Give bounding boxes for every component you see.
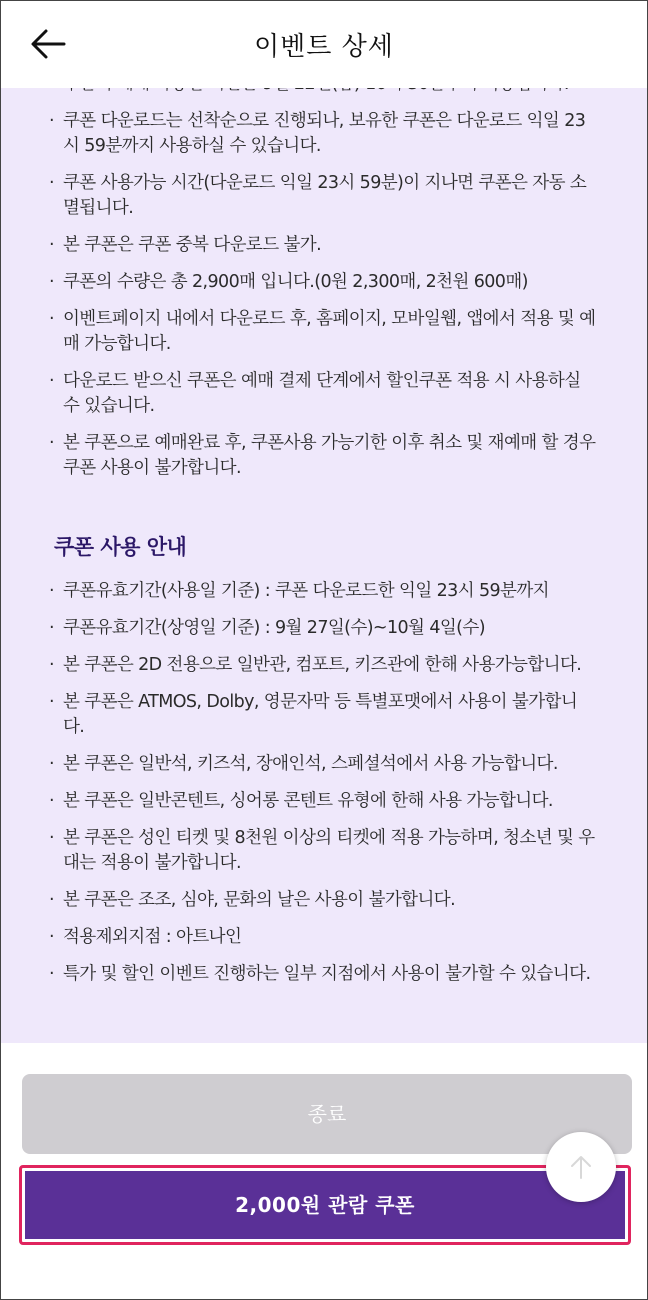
scroll-top-button[interactable] <box>546 1132 616 1202</box>
list-item: · 본 쿠폰은 쿠폰 중복 다운로드 불가. <box>51 233 597 258</box>
list-item: · 쿠폰의 수량은 총 2,900매 입니다.(0원 2,300매, 2천원 600매) <box>51 270 597 295</box>
event-detail-content[interactable] <box>1 88 647 1043</box>
coupon-button-highlight <box>19 1165 631 1245</box>
list-item: · 다운로드 받으신 쿠폰은 예매 결제 단계에서 할인쿠폰 적용 시 사용하실 수 있습니다. <box>51 369 597 419</box>
list-item: · 쿠폰유효기간(사용일 기준) : 쿠폰 다운로드한 익일 23시 59분까지 <box>51 579 597 604</box>
notice-list <box>1 72 647 481</box>
end-button[interactable]: 종료 <box>22 1074 632 1154</box>
app-header <box>0 0 648 88</box>
list-item: · 본 쿠폰은 일반석, 키즈석, 장애인석, 스페셜석에서 사용 가능합니다. <box>51 752 597 777</box>
coupon-download-button[interactable]: 2,000원 관람 쿠폰 <box>25 1171 625 1239</box>
arrow-up-icon <box>566 1152 596 1182</box>
list-item: · 본 쿠폰은 2D 전용으로 일반관, 컴포트, 키즈관에 한해 사용가능합니다. <box>51 653 597 678</box>
list-item: · 쿠폰 다운로드는 선착순으로 진행되나, 보유한 쿠폰은 다운로드 익일 23시 59분까지 사용하실 수 있습니다. <box>51 109 597 159</box>
list-item: · 이벤트페이지 내에서 다운로드 후, 홈페이지, 모바일웹, 앱에서 적용 및 예매 가능합니다. <box>51 307 597 357</box>
list-item: · 특가 및 할인 이벤트 진행하는 일부 지점에서 사용이 불가할 수 있습니다. <box>51 962 597 987</box>
coupon-usage-title: 쿠폰 사용 안내 <box>54 535 187 559</box>
list-item: · 본 쿠폰으로 예매완료 후, 쿠폰사용 가능기한 이후 취소 및 재예매 할 경우 쿠폰 사용이 불가합니다. <box>51 431 597 481</box>
page-title: 이벤트 상세 <box>254 32 394 62</box>
list-item: · 쿠폰유효기간(상영일 기준) : 9월 27일(수)~10월 4일(수) <box>51 616 597 641</box>
list-item: · 본 쿠폰은 일반콘텐트, 싱어롱 콘텐트 유형에 한해 사용 가능합니다. <box>51 789 597 814</box>
coupon-usage-list <box>1 579 647 987</box>
list-item: · 본 쿠폰은 조조, 심야, 문화의 날은 사용이 불가합니다. <box>51 888 597 913</box>
list-item: · 본 쿠폰은 ATMOS, Dolby, 영문자막 등 특별포맷에서 사용이 불가합니다. <box>51 690 597 740</box>
list-item: · 본 쿠폰은 성인 티켓 및 8천원 이상의 티켓에 적용 가능하며, 청소년 및 우대는 적용이 불가합니다. <box>51 826 597 876</box>
list-item: · 쿠폰 사용가능 시간(다운로드 익일 23시 59분)이 지나면 쿠폰은 자동 소멸됩니다. <box>51 171 597 221</box>
list-item: · 적용제외지점 : 아트나인 <box>51 925 597 950</box>
